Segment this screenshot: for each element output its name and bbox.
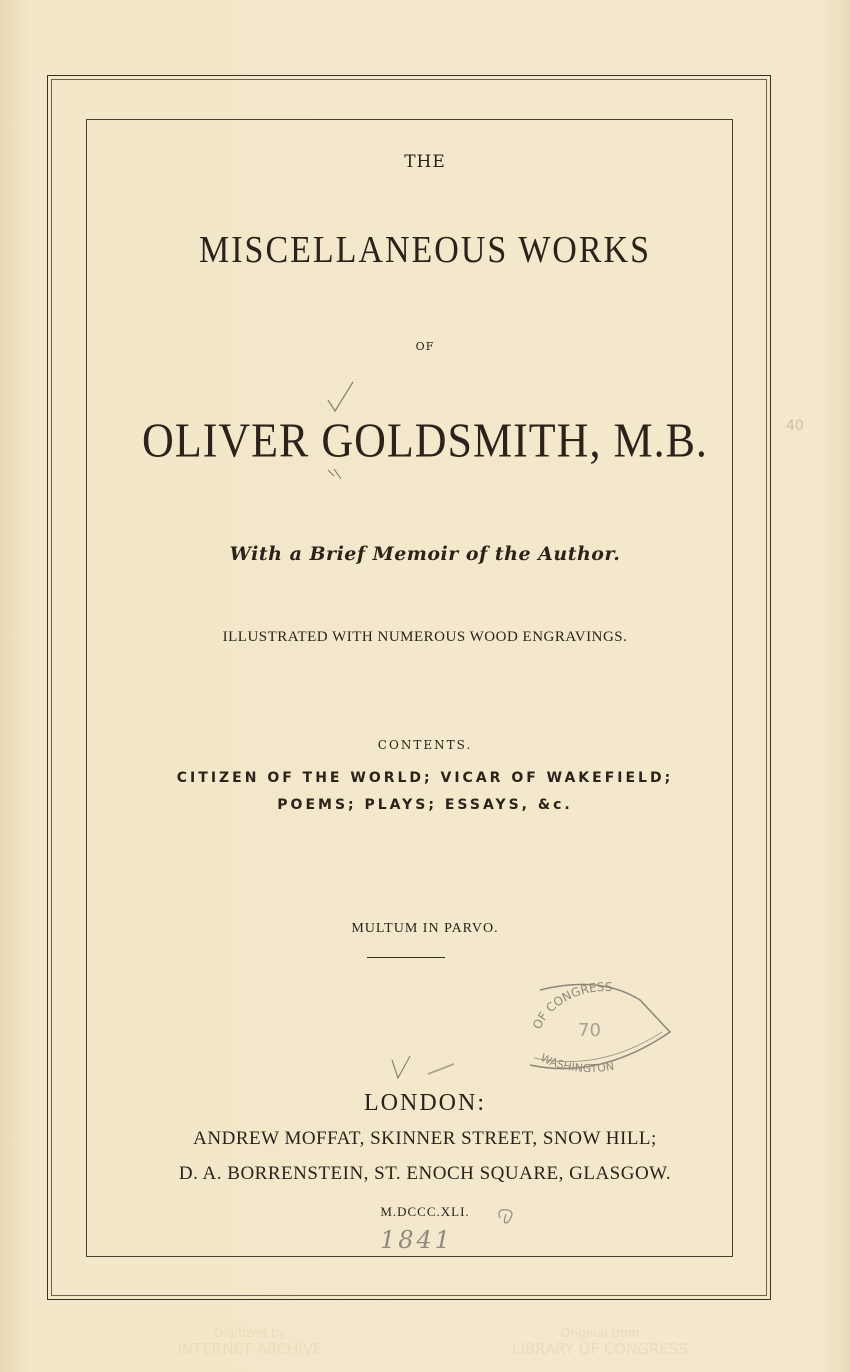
memoir-line: With a Brief Memoir of the Author. [229, 543, 621, 565]
footer-left-small: Digitized by [214, 1326, 286, 1340]
pencil-mark-icon [388, 1052, 458, 1082]
footer-original-from [495, 1325, 705, 1357]
stamp-bottom-text: WASHINGTON [538, 1051, 616, 1076]
motto: MULTUM IN PARVO. [351, 921, 499, 936]
footer-right-big: LIBRARY OF CONGRESS [512, 1340, 688, 1358]
publisher-line-1: ANDREW MOFFAT, SKINNER STREET, SNOW HILL; [193, 1128, 657, 1149]
handwritten-year: 1841 [380, 1226, 454, 1254]
illustrated-line: ILLUSTRATED WITH NUMEROUS WOOD ENGRAVINGS. [222, 629, 628, 645]
contents-heading: CONTENTS. [377, 738, 473, 752]
svg-text:WASHINGTON [538, 1051, 615, 1075]
footer-digitized-by [165, 1325, 335, 1357]
author-name: OLIVER GOLDSMITH, M.B. [142, 413, 708, 468]
stamp-top-text: OF CONGRESS [529, 979, 613, 1032]
pencil-scribble-icon [494, 1200, 524, 1228]
inner-border [86, 119, 733, 1257]
footer-left-big: INTERNET ARCHIVE [177, 1340, 323, 1358]
library-stamp [520, 970, 680, 1080]
footer-right-small: Original from [560, 1326, 640, 1340]
book-title: MISCELLANEOUS WORKS [198, 229, 651, 272]
publication-date: M.DCCC.XLI. [380, 1204, 470, 1219]
title-article: THE [404, 152, 446, 172]
contents-line-2: POEMS; PLAYS; ESSAYS, &c. [277, 797, 573, 813]
publisher-line-2: D. A. BORRENSTEIN, ST. ENOCH SQUARE, GLASGOW. [178, 1163, 672, 1184]
imprint-city: LONDON: [364, 1090, 486, 1116]
divider-rule [367, 957, 445, 958]
title-of: OF [415, 340, 435, 353]
pencil-check-icon [326, 380, 356, 414]
pencil-tick-icon [326, 466, 346, 482]
contents-line-1: CITIZEN OF THE WORLD; VICAR OF WAKEFIELD; [176, 770, 674, 786]
stamp-number: 70 [578, 1020, 601, 1041]
margin-note: 40 [786, 418, 804, 434]
